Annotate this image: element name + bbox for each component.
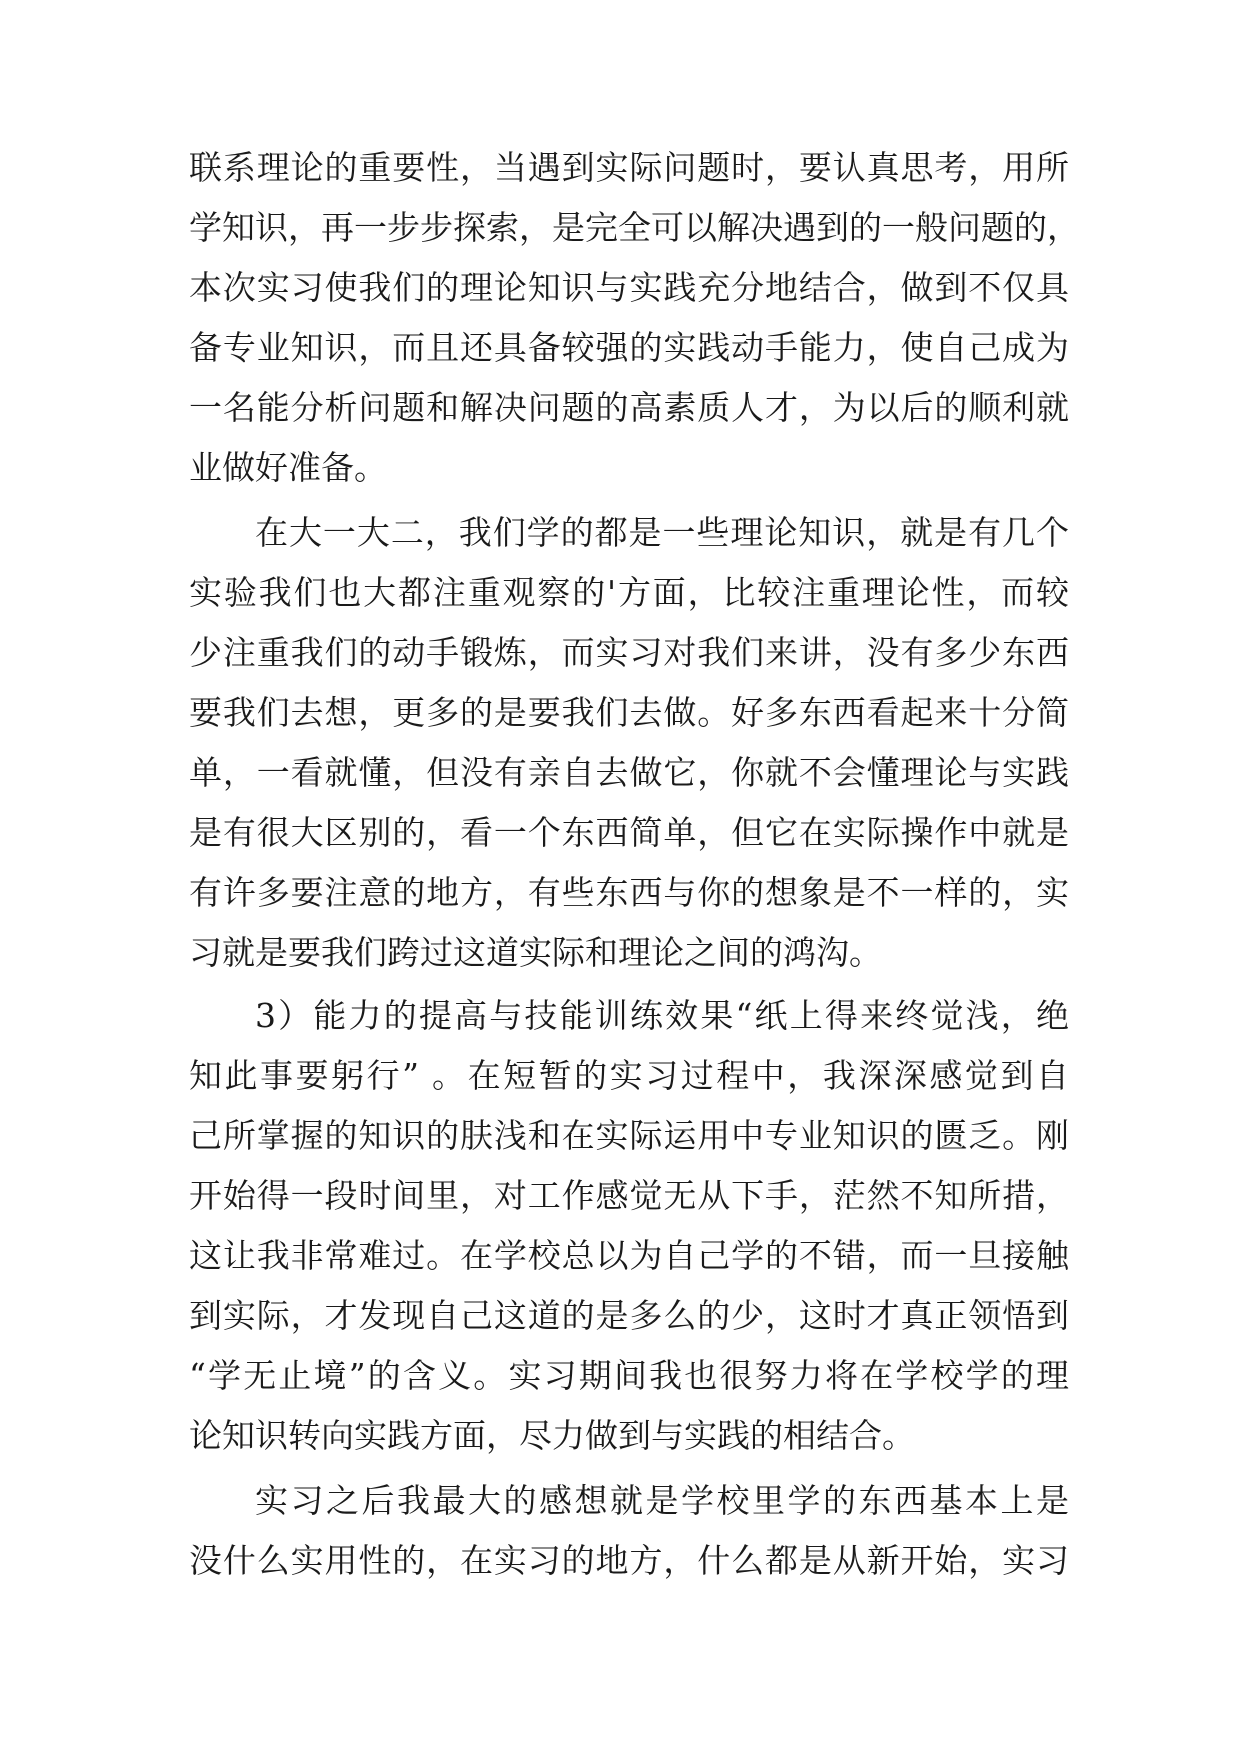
text-line: 备专业知识，而且还具备较强的实践动手能力，使自己成为	[189, 328, 1069, 367]
text-line: 是有很大区别的，看一个东西简单，但它在实际操作中就是	[189, 813, 1069, 852]
text-line: 学知识，再一步步探索，是完全可以解决遇到的一般问题的，	[189, 208, 1080, 247]
text-line: 没什么实用性的，在实习的地方，什么都是从新开始，实习	[189, 1541, 1069, 1580]
text-line: 联系理论的重要性，当遇到实际问题时，要认真思考，用所	[189, 148, 1069, 187]
text-line: 一名能分析问题和解决问题的高素质人才，为以后的顺利就	[189, 388, 1069, 427]
text-line: 论知识转向实践方面，尽力做到与实践的相结合。	[189, 1416, 915, 1455]
paragraph-first-line: 3）能力的提高与技能训练效果“纸上得来终觉浅，绝	[255, 996, 1069, 1035]
text-line: 有许多要注意的地方，有些东西与你的想象是不一样的，实	[189, 873, 1069, 912]
text-line: 本次实习使我们的理论知识与实践充分地结合，做到不仅具	[189, 268, 1069, 307]
text-line: 这让我非常难过。在学校总以为自己学的不错，而一旦接触	[189, 1236, 1069, 1275]
paragraph-first-line: 在大一大二，我们学的都是一些理论知识，就是有几个	[255, 513, 1069, 552]
text-line: 习就是要我们跨过这道实际和理论之间的鸿沟。	[189, 933, 882, 972]
text-line: 要我们去想，更多的是要我们去做。好多东西看起来十分简	[189, 693, 1069, 732]
text-line: “学无止境”的含义。实习期间我也很努力将在学校学的理	[189, 1356, 1069, 1395]
text-line: 知此事要躬行” 。在短暂的实习过程中，我深深感觉到自	[189, 1056, 1069, 1095]
paragraph-first-line: 实习之后我最大的感想就是学校里学的东西基本上是	[255, 1481, 1069, 1520]
text-line: 单，一看就懂，但没有亲自去做它，你就不会懂理论与实践	[189, 753, 1069, 792]
text-line: 业做好准备。	[189, 448, 387, 487]
text-line: 少注重我们的动手锻炼，而实习对我们来讲，没有多少东西	[189, 633, 1069, 672]
text-line: 开始得一段时间里，对工作感觉无从下手，茫然不知所措，	[189, 1176, 1069, 1215]
text-line: 己所掌握的知识的肤浅和在实际运用中专业知识的匮乏。刚	[189, 1116, 1069, 1155]
text-line: 到实际，才发现自己这道的是多么的少，这时才真正领悟到	[189, 1296, 1069, 1335]
text-line: 实验我们也大都注重观察的'方面，比较注重理论性，而较	[189, 573, 1069, 612]
